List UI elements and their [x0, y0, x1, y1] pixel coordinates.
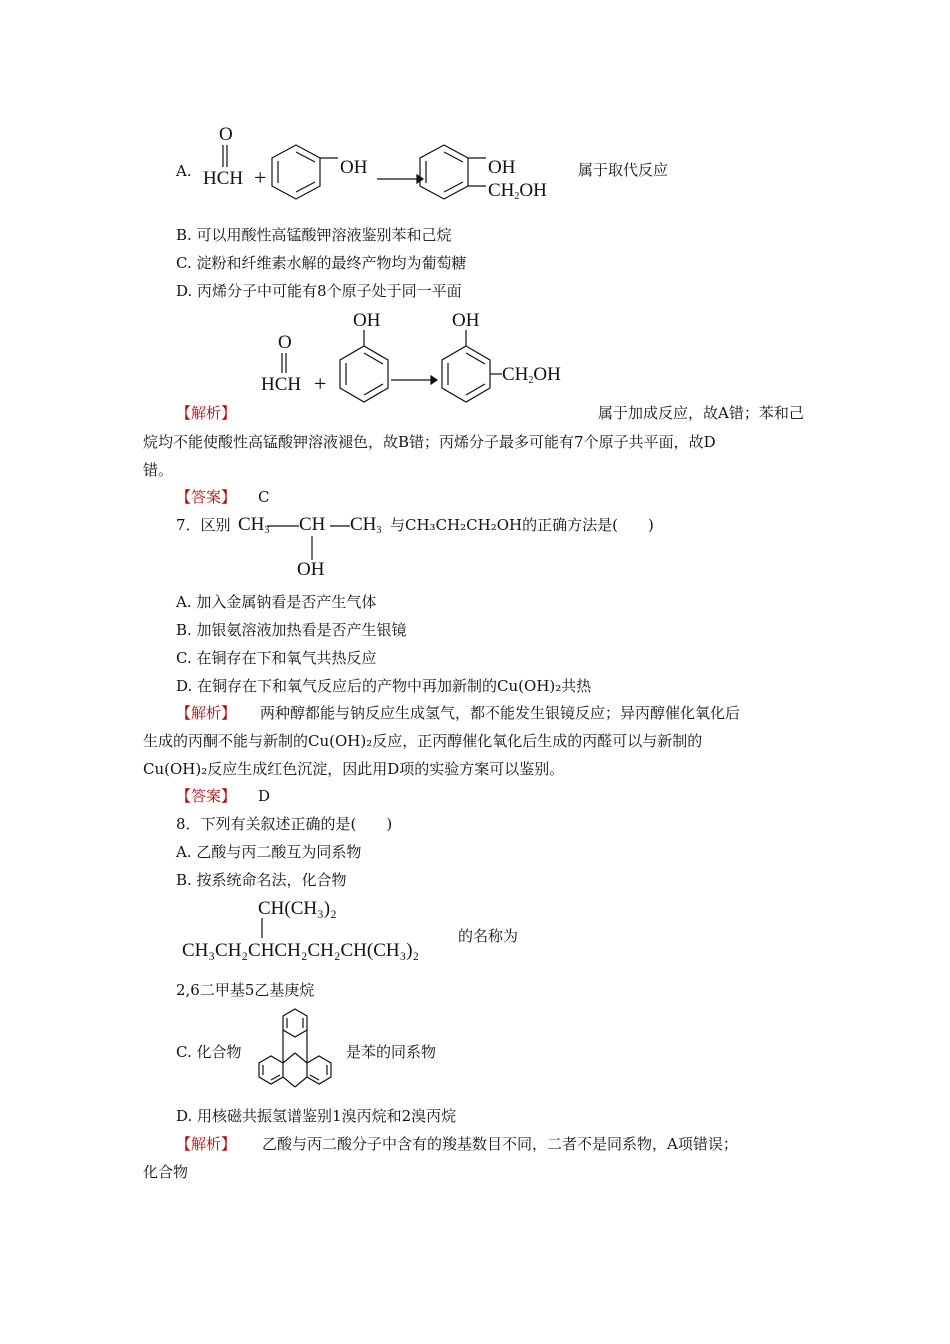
analysis-formaldehyde-o: O	[278, 332, 292, 353]
analysis-product-structure	[436, 330, 506, 420]
product-oh: OH	[488, 157, 516, 178]
q6-analysis-line3: 错。	[143, 461, 174, 479]
q6-answer-tag: 【答案】	[176, 488, 237, 506]
triptycene-structure	[250, 1005, 350, 1099]
q6-option-a-note: 属于取代反应	[578, 161, 669, 179]
q8-option-c-prefix: C. 化合物	[176, 1043, 242, 1061]
q8-option-a: A. 乙酸与丙二酸互为同系物	[176, 843, 362, 861]
q8-stem: 8．下列有关叙述正确的是( )	[176, 815, 393, 833]
q7-stem-prefix: 7．区别	[176, 516, 231, 534]
q8-option-d: D. 用核磁共振氢谱鉴别1溴丙烷和2溴丙烷	[176, 1107, 457, 1125]
analysis-product-ch2oh: $CH_2OH$	[502, 364, 561, 386]
q7-option-b: B. 加银氨溶液加热看是否产生银镜	[176, 621, 407, 639]
reaction-arrow	[377, 174, 423, 184]
q7-option-c: C. 在铜存在下和氧气共热反应	[176, 649, 377, 667]
q8-option-b: B. 按系统命名法，化合物	[176, 871, 347, 889]
q6-analysis-line1: 属于加成反应，故A错；苯和己	[598, 404, 804, 422]
q8-compound-name: 2,6二甲基5乙基庚烷	[176, 981, 315, 999]
q6-option-a-label: A.	[176, 162, 192, 180]
plus-sign: +	[254, 165, 267, 190]
q6-answer: C	[258, 488, 270, 506]
q7-analysis-line3: Cu(OH)₂反应生成红色沉淀，因此用D项的实验方案可以鉴别。	[143, 760, 565, 778]
compound-branch: CH(CH₃)₂	[258, 898, 337, 919]
isopropanol-bond-right	[330, 524, 352, 528]
isopropanol-oh: OH	[297, 559, 325, 580]
phenol-structure	[270, 138, 390, 228]
compound-branch-bond	[260, 918, 264, 940]
analysis-reaction-arrow	[391, 375, 437, 385]
q8-option-c-suffix: 是苯的同系物	[346, 1043, 437, 1061]
q8-analysis-line1: 乙酸与丙二酸分子中含有的羧基数目不同，二者不是同系物，A项错误；	[262, 1135, 738, 1153]
q7-answer: D	[258, 787, 271, 805]
q6-option-b: B. 可以用酸性高锰酸钾溶液鉴别苯和己烷	[176, 226, 452, 244]
q6-analysis-tag: 【解析】	[176, 404, 237, 422]
q7-option-a: A. 加入金属钠看是否产生气体	[176, 593, 377, 611]
analysis-phenol-structure	[334, 330, 394, 420]
q7-option-d: D. 在铜存在下和氧气反应后的产物中再加新制的Cu(OH)₂共热	[176, 677, 592, 695]
q6-analysis-line2: 烷均不能使酸性高锰酸钾溶液褪色，故B错；丙烯分子最多可能有7个原子共平面，故D	[143, 433, 716, 451]
isopropanol-bond-left	[267, 524, 301, 528]
q6-option-d: D. 丙烯分子中可能有8个原子处于同一平面	[176, 282, 462, 300]
analysis-plus-sign: +	[314, 371, 327, 396]
q6-option-c: C. 淀粉和纤维素水解的最终产物均为葡萄糖	[176, 254, 467, 272]
q7-analysis-tag: 【解析】	[176, 704, 237, 722]
product-ch2oh: $CH_2OH$	[488, 180, 547, 202]
isopropanol-ch3-right: $CH_3$	[350, 514, 382, 536]
analysis-phenol-oh: OH	[353, 310, 381, 331]
phenol-oh: OH	[340, 157, 368, 178]
q8-name-suffix: 的名称为	[458, 927, 519, 945]
q7-analysis-line1: 两种醇都能与钠反应生成氢气，都不能发生银镜反应；异丙醇催化氧化后	[260, 704, 741, 722]
q8-analysis-line2: 化合物	[143, 1163, 189, 1181]
formaldehyde-hch: HCH	[203, 168, 244, 189]
carbonyl-double-bond	[220, 145, 230, 169]
analysis-carbonyl-double-bond	[279, 353, 289, 375]
q7-analysis-line2: 生成的丙酮不能与新制的Cu(OH)₂反应，正丙醇催化氧化后生成的丙醛可以与新制的	[143, 732, 703, 750]
isopropanol-ch3-left: $CH_3$	[238, 514, 270, 536]
analysis-formaldehyde-hch: HCH	[261, 374, 302, 395]
q8-analysis-tag: 【解析】	[176, 1135, 237, 1153]
compound-main-chain: CH₃CH₂CHCH₂CH₂CH(CH₃)₂	[182, 940, 420, 961]
analysis-product-oh: OH	[452, 310, 480, 331]
formaldehyde-o: O	[219, 124, 233, 145]
q7-stem-suffix: 与CH₃CH₂CH₂OH的正确方法是( )	[390, 516, 654, 534]
isopropanol-ch: CH	[299, 514, 326, 535]
q7-answer-tag: 【答案】	[176, 787, 237, 805]
